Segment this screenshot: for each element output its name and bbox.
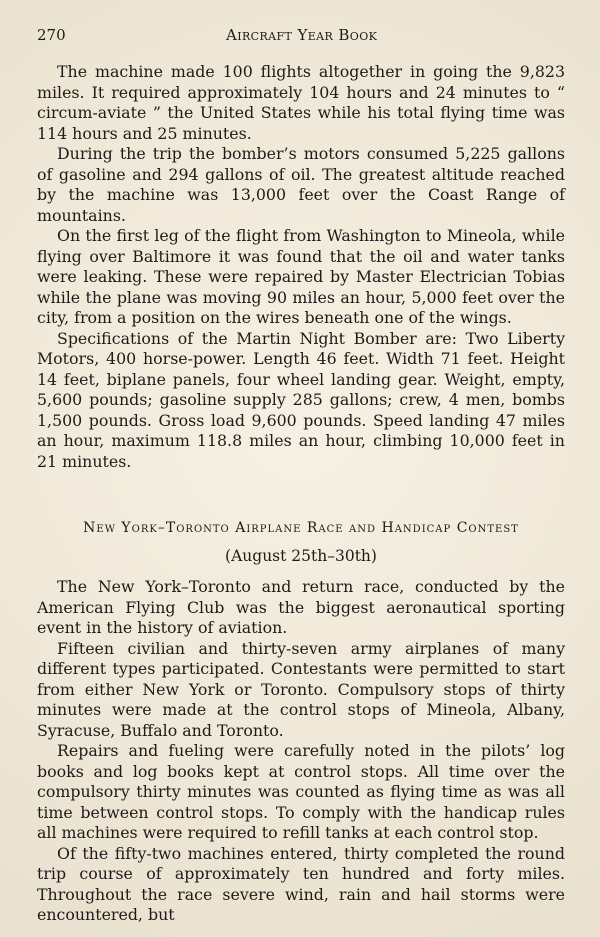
section-title: New York–Toronto Airplane Race and Handicap Contest xyxy=(83,520,519,536)
paragraph-specifications: Specifications of the Martin Night Bomber are: Two Liberty Motors, 400 horse-power. Length 46 feet. Width 71 feet. Height 14 feet, biplane panels, four wheel landing gear. Weight, empty, 5,600 pounds; gasoline supply 285 gallons; crew, 4 men, bombs 1,500 pounds. Gross load 9,600 pounds. Speed landing 47 miles an hour, maximum 118.8 miles an hour, climbing 10,000 feet in 21 minutes. xyxy=(37,328,565,471)
paragraph-race-intro: The New York–Toronto and return race, conducted by the American Flying Club was the biggest aeronautical sporting event in the history of aviation. xyxy=(37,577,565,637)
page-body xyxy=(37,62,565,926)
paragraph-flight-summary: The machine made 100 flights altogether in going the 9,823 miles. It required approximately 104 hours and 24 minutes to “ circum-aviate ” the United States while his total flying time was 114 hours and 25 minutes. xyxy=(37,62,565,143)
paragraph-completion: Of the fifty-two machines entered, thirty completed the round trip course of approximately ten hundred and forty miles. Throughout the race severe wind, rain and hail storms were encountered, but xyxy=(37,843,565,924)
section-date: (August 25th–30th) xyxy=(225,547,377,565)
running-head: Aircraft Year Book xyxy=(226,26,378,44)
paragraph-first-leg: On the first leg of the flight from Washington to Mineola, while flying over Baltimore it was found that the oil and water tanks were leaking. These were repaired by Master Electrician Tobias while the plane was moving 90 miles an hour, 5,000 feet over the city, from a position on the wires beneath one of the wings. xyxy=(37,226,565,327)
page-header xyxy=(37,26,563,46)
section-spacer xyxy=(37,472,565,518)
paragraph-participants: Fifteen civilian and thirty-seven army airplanes of many different types participated. Contestants were permitted to start from either New York or Toronto. Compulsory stops of thirty minutes were made at the control stops of Mineola, Albany, Syracuse, Buffalo and Toronto. xyxy=(37,638,565,740)
paragraph-fuel-consumption: During the trip the bomber’s motors consumed 5,225 gallons of gasoline and 294 gallons of oil. The greatest altitude reached by the machine was 13,000 feet over the Coast Range of mountains. xyxy=(37,144,565,225)
page-number: 270 xyxy=(37,26,66,44)
paragraph-repairs: Repairs and fueling were carefully noted in the pilots’ log books and log books kept at control stops. All time over the compulsory thirty minutes was counted as flying time as was all time between control stops. To comply with the handicap rules all machines were required to refill tanks at each control stop. xyxy=(37,741,565,842)
